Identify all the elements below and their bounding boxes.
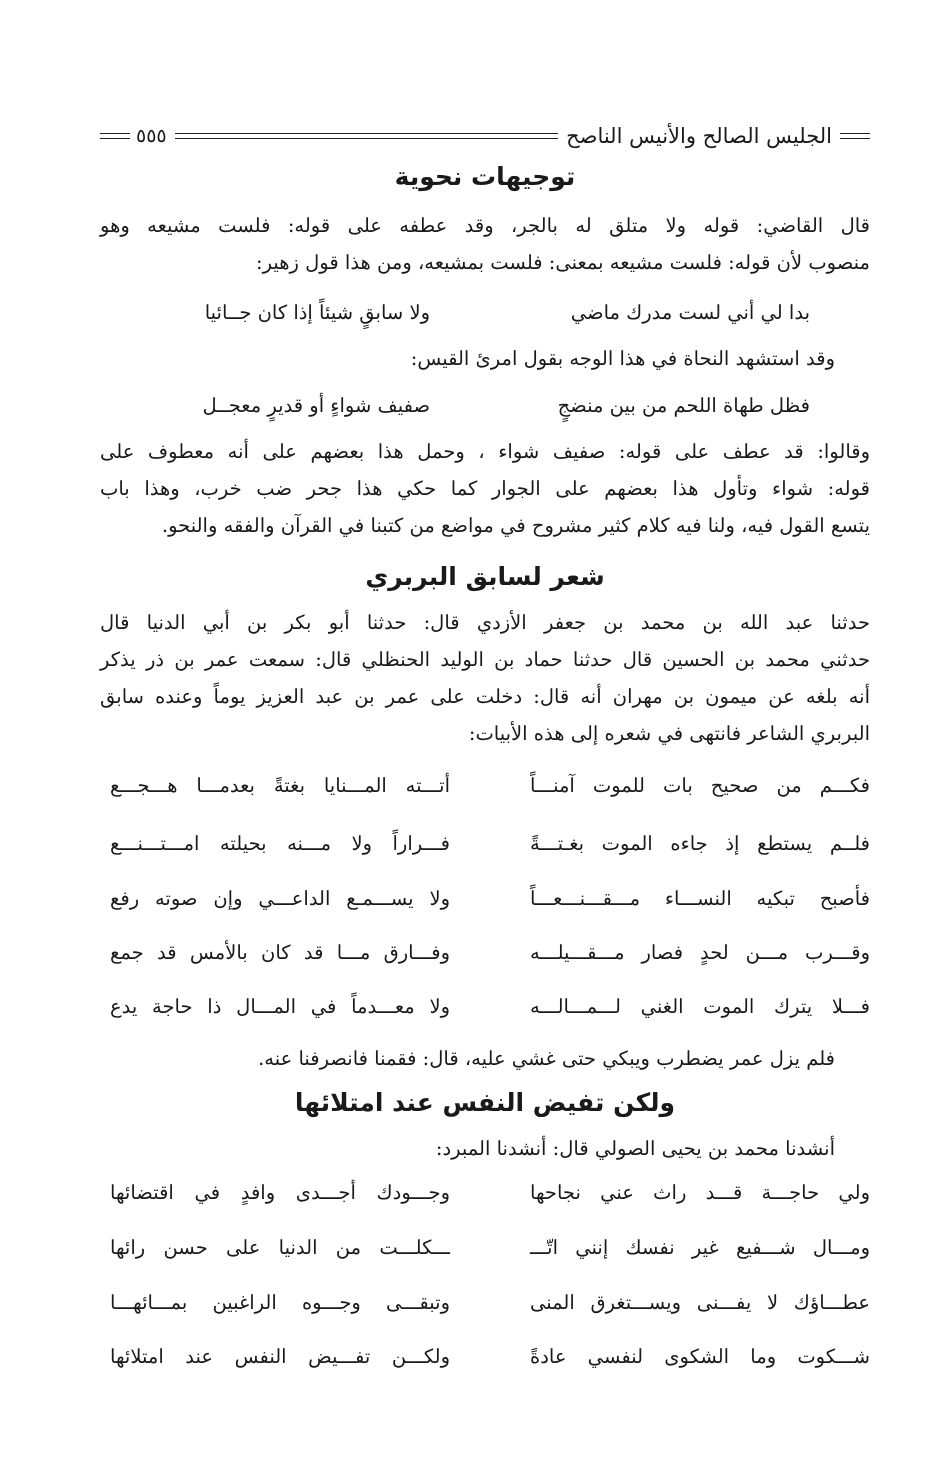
text-line: قال القاضي: قوله ولا متلق له بالجر، وقد عطفه على قوله: فلست مشيعه وهو bbox=[100, 214, 870, 237]
verse bbox=[100, 1227, 870, 1267]
paragraph bbox=[100, 340, 870, 377]
text-line: منصوب لأن قوله: فلست مشيعه بمعنى: فلست بمشيعه، ومن هذا قول زهير: bbox=[256, 251, 870, 274]
verse-second-hemistich: وجـــودك أجـــدى وافدٍ في اقتضائها bbox=[110, 1180, 450, 1204]
verse bbox=[100, 823, 870, 863]
verse-second-hemistich: ولا سابقٍ شيئاً إذا كان جــائيا bbox=[204, 300, 430, 324]
paragraph bbox=[100, 433, 870, 544]
verse bbox=[100, 765, 870, 805]
verse-second-hemistich: ولا معـــدماً في المـــال ذا حاجة يدع bbox=[110, 994, 450, 1018]
text-line: فلم يزل عمر يضطرب ويبكي حتى غشي عليه، قال: فقمنا فانصرفنا عنه. bbox=[258, 1047, 835, 1070]
running-header bbox=[100, 120, 870, 152]
verse-second-hemistich: فـــراراً ولا مـــنه بحيلته امـــتـــنـــع bbox=[110, 831, 450, 855]
section-heading: توجيهات نحوية bbox=[394, 162, 576, 191]
verse-first-hemistich: فظل طهاة اللحم من بين منضجٍ bbox=[557, 393, 810, 417]
verse bbox=[100, 292, 870, 332]
paragraph bbox=[100, 207, 870, 281]
verse bbox=[100, 1282, 870, 1322]
verse-first-hemistich: عطـــاؤك لا يفـــنى ويســـتغرق المنى bbox=[530, 1290, 870, 1314]
paragraph bbox=[100, 1130, 870, 1167]
text-line: أنه بلغه عن ميمون بن مهران أنه قال: دخلت على عمر بن عبد العزيز يوماً وعنده سابق bbox=[100, 685, 870, 708]
text-line: يتسع القول فيه، ولنا فيه كلام كثير مشروح في مواضع من كتبنا في القرآن والفقه والنحو. bbox=[161, 514, 870, 537]
verse-second-hemistich: ولا يســـمـع الداعـــي وإن صوته رفع bbox=[110, 886, 450, 910]
text-line: البربري الشاعر فانتهى في شعره إلى هذه الأبيات: bbox=[468, 722, 870, 745]
verse-first-hemistich: فكـــم من صحيح بات للموت آمنـــاً bbox=[530, 773, 870, 797]
verse-first-hemistich: فأصبح تبكيه النســـاء مـــقـــنـــعـــاً bbox=[530, 886, 870, 910]
header-rule-left bbox=[100, 133, 130, 139]
verse bbox=[100, 1336, 870, 1376]
section-heading: ولكن تفيض النفس عند امتلائها bbox=[294, 1088, 676, 1117]
verse-first-hemistich: فلــم يستطع إذ جاءه الموت بغـتـــةً bbox=[530, 831, 870, 855]
verse-second-hemistich: صفيف شواءٍ أو قديرٍ معجــل bbox=[202, 393, 430, 417]
paragraph bbox=[100, 604, 870, 752]
verse-second-hemistich: أتـــته المـــنايا بغتةً بعدمـــا هـــجـــع bbox=[110, 773, 450, 797]
verse bbox=[100, 1172, 870, 1212]
text-line: حدثني محمد بن الحسين قال حدثنا حماد بن الوليد الحنظلي قال: سمعت عمر بن ذر يذكر bbox=[100, 648, 870, 671]
verse bbox=[100, 986, 870, 1026]
verse-first-hemistich: ولي حاجـــة قـــد راث عني نجاحها bbox=[530, 1180, 870, 1204]
verse-first-hemistich: وقـــرب مـــن لحدٍ فصار مـــقـــيلـــه bbox=[530, 940, 870, 964]
verse-first-hemistich: ومـــال شـــفيع غير نفسك إنني اتّـــ bbox=[530, 1235, 870, 1259]
verse-first-hemistich: شـــكوت وما الشكوى لنفسي عادةً bbox=[530, 1344, 870, 1368]
verse-second-hemistich: ـــكلـــت من الدنيا على حسن رائها bbox=[110, 1235, 450, 1259]
text-line: حدثنا عبد الله بن محمد بن جعفر الأزدي قال: حدثنا أبو بكر بن أبي الدنيا قال bbox=[100, 611, 870, 634]
paragraph bbox=[100, 1040, 870, 1077]
verse-first-hemistich: بدا لي أني لست مدرك ماضي bbox=[570, 300, 810, 324]
text-line: أنشدنا محمد بن يحيى الصولي قال: أنشدنا المبرد: bbox=[435, 1137, 835, 1160]
section-heading: شعر لسابق البربري bbox=[365, 562, 605, 591]
verse-first-hemistich: فـــلا يترك الموت الغني لـــمـــالـــه bbox=[530, 994, 870, 1018]
header-rule-right bbox=[840, 133, 870, 139]
text-line: وقد استشهد النحاة في هذا الوجه بقول امرئ القيس: bbox=[410, 347, 835, 370]
verse bbox=[100, 385, 870, 425]
verse bbox=[100, 878, 870, 918]
text-line: قوله: شواء وتأول هذا بعضهم على الجوار كما حكي هذا جحر ضب خرب، وهذا باب bbox=[100, 477, 870, 500]
verse-second-hemistich: وتبقـــى وجـــوه الراغبين بمـــائهـــا bbox=[110, 1290, 450, 1314]
verse-second-hemistich: وفـــارق مـــا قد كان بالأمس قد جمع bbox=[110, 940, 450, 964]
running-header-title: الجليس الصالح والأنيس الناصح bbox=[566, 124, 832, 148]
page-number: ٥٥٥ bbox=[136, 125, 167, 147]
header-rule bbox=[175, 133, 558, 139]
verse bbox=[100, 932, 870, 972]
text-line: وقالوا: قد عطف على قوله: صفيف شواء ، وحمل هذا بعضهم على أنه معطوف على bbox=[100, 440, 870, 463]
verse-second-hemistich: ولكـــن تفـــيض النفس عند امتلائها bbox=[110, 1344, 450, 1368]
